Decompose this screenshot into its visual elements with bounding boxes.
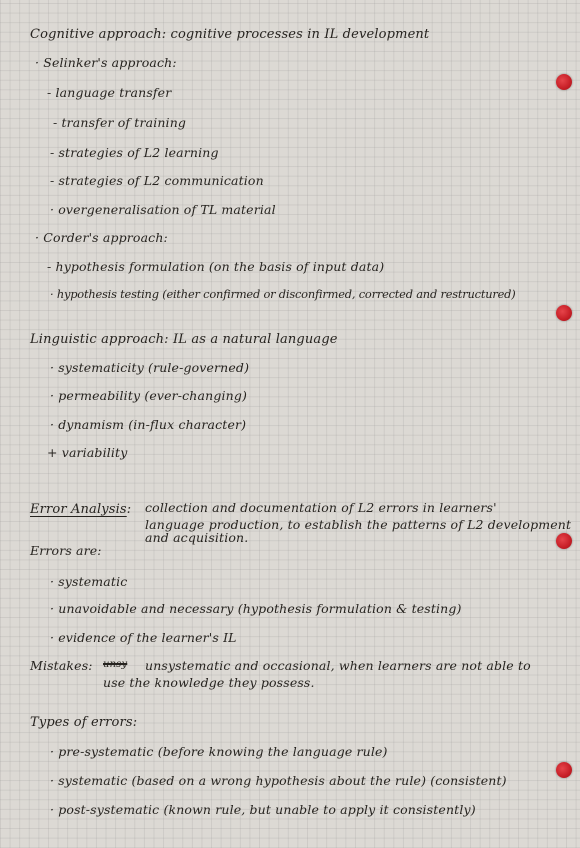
punch-hole-2 [556,305,572,321]
corder-point-2: · hypothesis testing (either confirmed or disconfirmed, corrected and restructured) [50,287,516,301]
crossed-out-word: unsy [103,659,128,670]
error-analysis-term [30,502,131,517]
corder-point-1: - hypothesis formulation (on the basis of input data) [47,259,385,274]
types-point-3: · post-systematic (known rule, but unable to apply it consistently) [50,802,476,817]
linguistic-point-1: · systematicity (rule-governed) [50,360,250,375]
cognitive-heading: Cognitive approach: cognitive processes in IL development [30,27,430,42]
errors-point-3: · evidence of the learner's IL [50,630,237,645]
errors-point-1: · systematic [50,574,128,589]
error-analysis-def-line-3: and acquisition. [145,530,249,545]
selinker-point-4: - strategies of L2 communication [50,173,264,188]
selinker-point-2: - transfer of training [53,115,187,130]
types-point-2: · systematic (based on a wrong hypothesis about the rule) (consistent) [50,773,507,788]
selinker-point-1: - language transfer [47,85,172,100]
types-point-1: · pre-systematic (before knowing the language rule) [50,744,388,759]
mistakes-label: Mistakes: [30,658,93,673]
punch-hole-4 [556,762,572,778]
error-analysis-def-line-2: language production, to establish the patterns of L2 development [145,517,572,532]
error-analysis-def-line-1: collection and documentation of L2 errors in learners' [145,500,497,515]
selinker-item: · Selinker's approach: [35,55,177,70]
mistakes-def-line-1: unsystematic and occasional, when learners are not able to [145,658,531,673]
corder-item: · Corder's approach: [35,230,168,245]
punch-hole-1 [556,74,572,90]
punch-hole-3 [556,533,572,549]
error-analysis-term-text: Error Analysis [30,502,127,517]
linguistic-heading: Linguistic approach: IL as a natural language [30,332,338,347]
mistakes-def-line-2: use the knowledge they possess. [103,675,315,690]
error-analysis-colon: : [126,502,132,517]
linguistic-point-2: · permeability (ever-changing) [50,388,247,403]
selinker-point-3: - strategies of L2 learning [50,145,219,160]
types-heading: Types of errors: [30,715,138,730]
errors-are-label: Errors are: [30,543,102,558]
errors-point-2: · unavoidable and necessary (hypothesis formulation & testing) [50,601,462,616]
linguistic-point-4: + variability [47,445,128,460]
selinker-point-5: · overgeneralisation of TL material [50,202,276,217]
linguistic-point-3: · dynamism (in-flux character) [50,417,247,432]
